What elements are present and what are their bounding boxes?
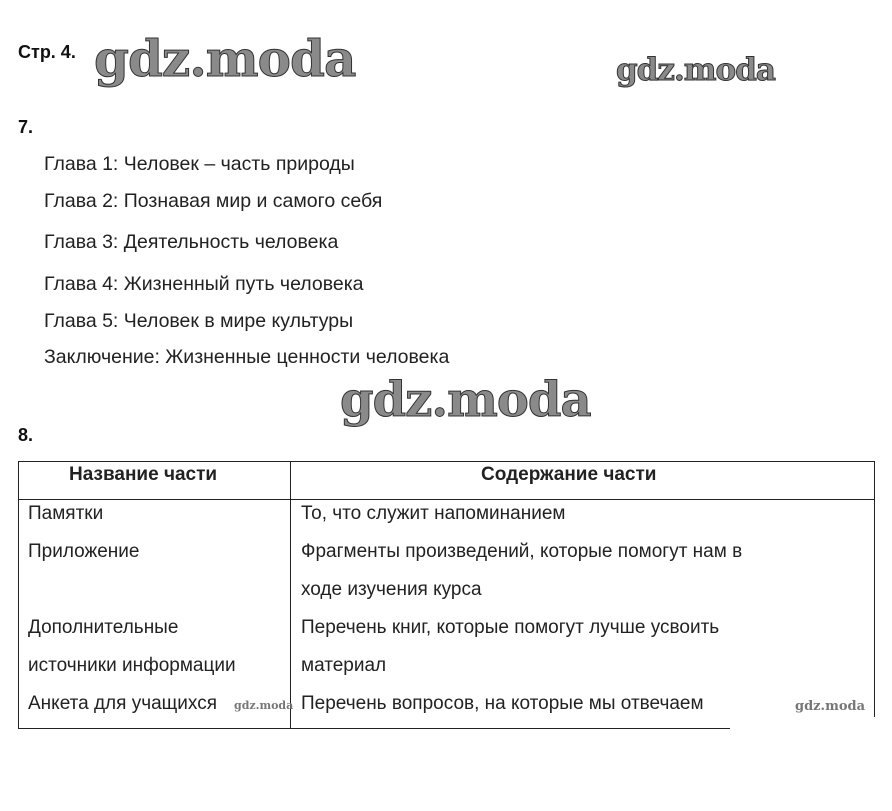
chapter-item: Глава 4: Жизненный путь человека: [44, 273, 364, 295]
chapter-item: Заключение: Жизненные ценности человека: [44, 346, 450, 368]
part-name: Приложение: [28, 541, 140, 562]
page-label: Стр. 4.: [18, 42, 76, 62]
parts-table: [18, 461, 875, 729]
chapter-item: Глава 3: Деятельность человека: [44, 231, 339, 253]
table-border: [290, 461, 291, 729]
table-border: [18, 728, 730, 729]
part-name: Дополнительные: [28, 617, 179, 638]
part-content: ходе изучения курса: [301, 579, 482, 600]
table-border: [874, 461, 875, 717]
part-content: Перечень книг, которые помогут лучше усвоить: [301, 617, 720, 638]
watermark-logo: gdz.moda: [795, 699, 866, 714]
part-content: материал: [301, 655, 387, 676]
watermark-logo: gdz.moda: [94, 29, 356, 88]
chapter-item: Глава 5: Человек в мире культуры: [44, 310, 354, 332]
part-content: Перечень вопросов, на которые мы отвечаем: [301, 693, 704, 714]
task-8-number: 8.: [18, 425, 34, 445]
part-name: источники информации: [28, 655, 236, 676]
watermark-logo: gdz.moda: [616, 52, 775, 88]
table-border: [18, 461, 19, 729]
part-name: Памятки: [28, 503, 104, 524]
column-header: Название части: [69, 464, 218, 485]
task-7-number: 7.: [18, 117, 34, 137]
watermark-logo: gdz.moda: [234, 699, 294, 712]
watermark-logo: gdz.moda: [340, 372, 591, 428]
part-name: Анкета для учащихся: [28, 693, 217, 714]
part-content: То, что служит напоминанием: [301, 503, 566, 524]
table-border: [18, 461, 875, 462]
column-header: Содержание части: [481, 464, 657, 485]
part-content: Фрагменты произведений, которые помогут нам в: [301, 541, 743, 562]
chapter-item: Глава 1: Человек – часть природы: [44, 153, 355, 175]
chapter-item: Глава 2: Познавая мир и самого себя: [44, 190, 383, 212]
table-border: [18, 499, 875, 500]
